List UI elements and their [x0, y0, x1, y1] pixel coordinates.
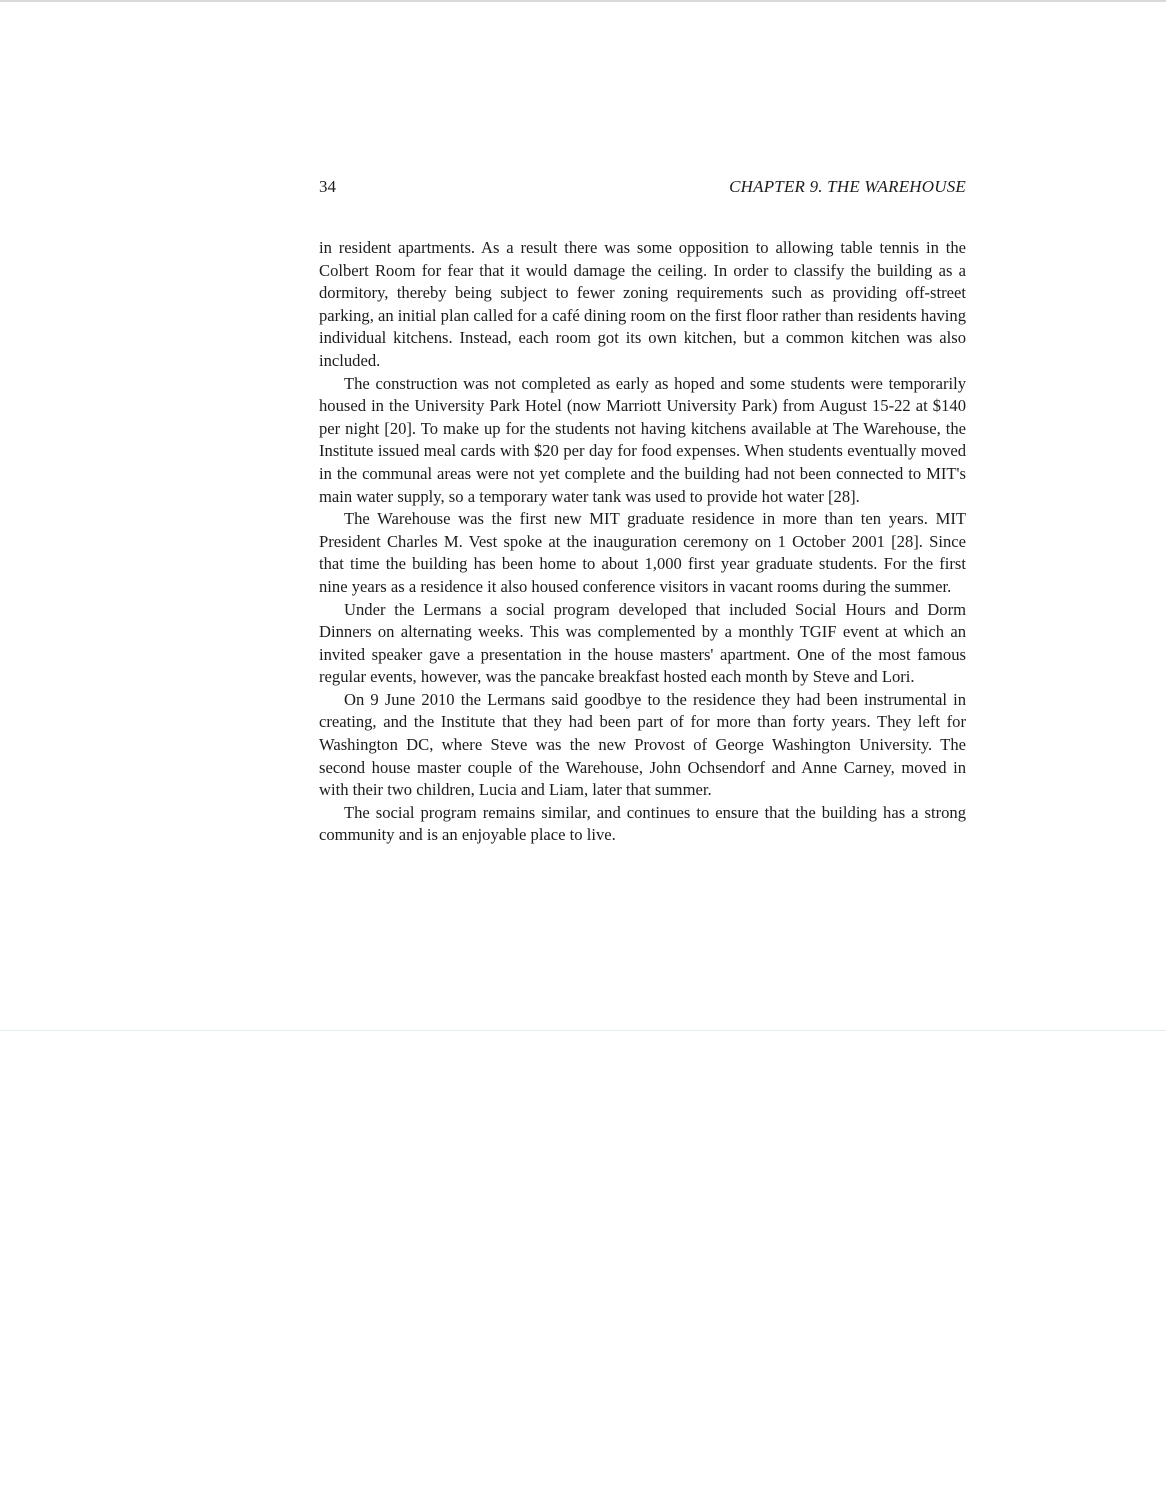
paragraph-community: The social program remains similar, and continues to ensure that the building has a strong community and is an enjoyable place to live.	[319, 802, 966, 845]
body-text	[319, 237, 966, 847]
chapter-title: CHAPTER 9. THE WAREHOUSE	[729, 177, 966, 196]
paragraph-inauguration: The Warehouse was the first new MIT graduate residence in more than ten years. MIT President Charles M. Vest spoke at the inauguration ceremony on 1 October 2001 [28]. Since that time the building has been home to about 1,000 first year graduate students. For the first nine years as a residence it also housed conference visitors in vacant rooms during the summer.	[319, 509, 966, 596]
page-number: 34	[319, 177, 336, 196]
document-page	[319, 176, 966, 847]
paragraph-house-masters: On 9 June 2010 the Lermans said goodbye to the residence they had been instrumental in creating, and the Institute that they had been part of for more than forty years. They left for Washington DC, where Steve was the new Provost of George Washington University. The second house master couple of the Warehouse, John Ochsendorf and Anne Carney, moved in with their two children, Lucia and Liam, later that summer.	[319, 689, 966, 800]
scan-edge-top	[0, 0, 1166, 2]
paragraph-construction: The construction was not completed as early as hoped and some students were temporarily housed in the University Park Hotel (now Marriott University Park) from August 15-22 at $140 per night [20]. To make up for the students not having kitchens available at The Warehouse, the Institute issued meal cards with $20 per day for food expenses. When students eventually moved in the communal areas were not yet complete and the building had not been connected to MIT's main water supply, so a temporary water tank was used to provide hot water [28].	[319, 373, 966, 506]
running-head	[319, 176, 966, 198]
paragraph-continued: in resident apartments. As a result there was some opposition to allowing table tennis in the Colbert Room for fear that it would damage the ceiling. In order to classify the building as a dormitory, thereby being subject to fewer zoning requirements such as providing off-street parking, an initial plan called for a café dining room on the first floor rather than residents having individual kitchens. Instead, each room got its own kitchen, but a common kitchen was also included.	[319, 238, 966, 370]
scan-fold-line	[0, 1030, 1166, 1031]
paragraph-social-program: Under the Lermans a social program developed that included Social Hours and Dorm Dinners on alternating weeks. This was complemented by a monthly TGIF event at which an invited speaker gave a presentation in the house masters' apartment. One of the most famous regular events, however, was the pancake breakfast hosted each month by Steve and Lori.	[319, 599, 966, 687]
